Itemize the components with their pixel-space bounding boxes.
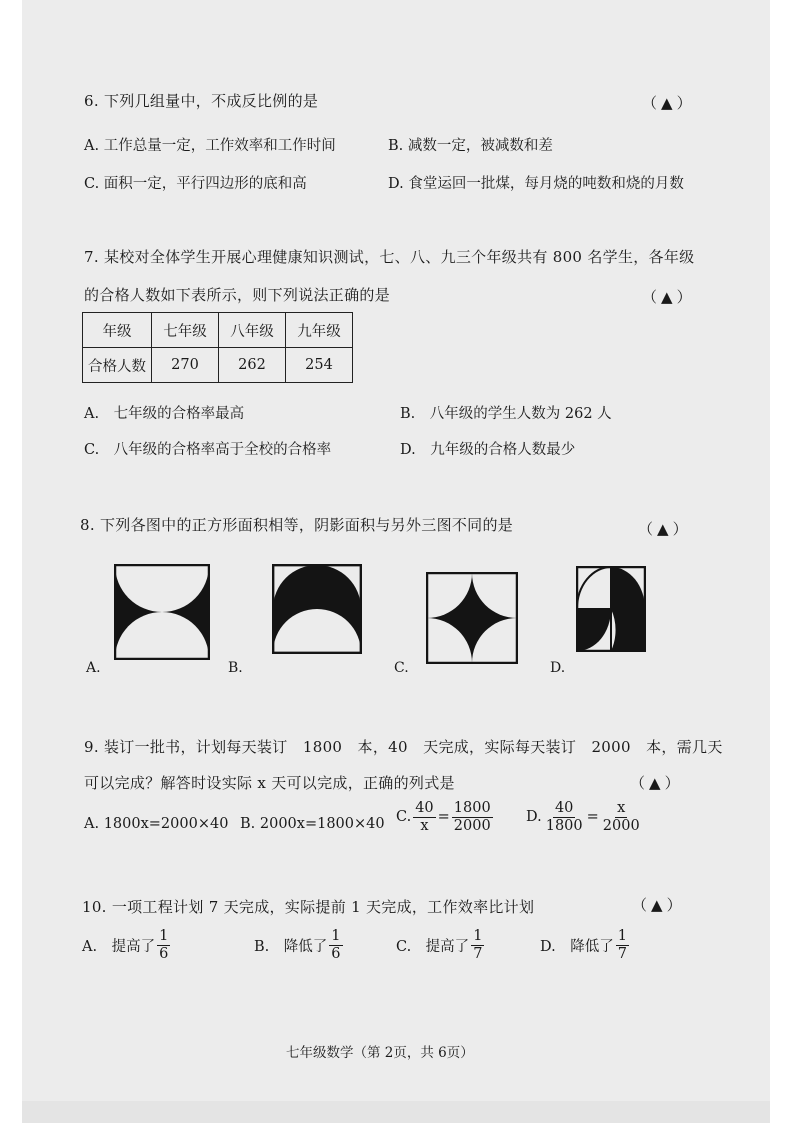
q7-option-d: D. 九年级的合格人数最少 <box>400 442 576 458</box>
table-cell: 270 <box>152 348 219 383</box>
q8-stem: 8. 下列各图中的正方形面积相等，阴影面积与另外三图不同的是 <box>80 516 514 534</box>
q6-option-a: A. 工作总量一定，工作效率和工作时间 <box>84 138 336 154</box>
fraction: $\frac{1800}{2000}$ <box>453 800 491 834</box>
q8-figure-c <box>426 572 518 664</box>
q10-option-b: B. 降低了 $\frac{1}{6}$ <box>254 928 341 962</box>
q9-option-d: D. $\frac{40}{1800}$ = $\frac{x}{2000}$ <box>526 800 640 834</box>
table-row-label: 合格人数 <box>83 348 152 383</box>
q7-option-a: A. 七年级的合格率最高 <box>84 406 245 422</box>
q10-answer-slot: （ ▲ ） <box>632 896 682 914</box>
page-footer: 七年级数学（第 2页，共 6页） <box>286 1045 474 1061</box>
figure-shaded-region <box>611 609 645 651</box>
answer-triangle-icon: ▲ <box>661 94 673 112</box>
table-header-cell: 九年级 <box>286 313 353 348</box>
q7-score-table <box>82 312 353 383</box>
fraction: $\frac{1}{6}$ <box>159 928 169 962</box>
q9-option-c: C. $\frac{40}{x}$ = $\frac{1800}{2000}$ <box>396 800 491 834</box>
q8-figure-b <box>272 564 362 654</box>
q8-label-a: A. <box>86 660 101 676</box>
fraction: $\frac{x}{2000}$ <box>602 800 640 834</box>
answer-triangle-icon: ▲ <box>651 896 663 914</box>
q6-option-d: D. 食堂运回一批煤，每月烧的吨数和烧的月数 <box>388 176 684 192</box>
q8-answer-slot: （ ▲ ） <box>638 520 688 538</box>
q10-option-a: A. 提高了 $\frac{1}{6}$ <box>82 928 169 962</box>
answer-triangle-icon: ▲ <box>657 520 669 538</box>
q8-label-d: D. <box>550 660 566 676</box>
table-header-cell: 七年级 <box>152 313 219 348</box>
q8-label-c: C. <box>394 660 409 676</box>
answer-triangle-icon: ▲ <box>649 774 661 792</box>
fraction: $\frac{1}{6}$ <box>331 928 341 962</box>
table-row <box>83 348 353 383</box>
fraction: $\frac{40}{x}$ <box>415 800 434 834</box>
q8-figure-a <box>114 564 210 660</box>
q7-stem-line1: 7. 某校对全体学生开展心理健康知识测试，七、八、九三个年级共有 800 名学生，各年级 <box>84 248 695 266</box>
q10-option-c: C. 提高了 $\frac{1}{7}$ <box>396 928 483 962</box>
q7-option-b: B. 八年级的学生人数为 262 人 <box>400 406 612 422</box>
q10-option-d: D. 降低了 $\frac{1}{7}$ <box>540 928 627 962</box>
table-cell: 262 <box>219 348 286 383</box>
q6-answer-slot: （ ▲ ） <box>642 94 692 112</box>
q9-answer-slot: （ ▲ ） <box>630 774 680 792</box>
table-cell: 254 <box>286 348 353 383</box>
q9-stem-line2: 可以完成？解答时设实际 x 天可以完成，正确的列式是 <box>84 774 455 792</box>
fraction: $\frac{1}{7}$ <box>473 928 483 962</box>
q6-stem: 6. 下列几组量中，不成反比例的是 <box>84 92 319 110</box>
q6-option-b: B. 减数一定，被减数和差 <box>388 138 553 154</box>
q9-option-a: A. 1800x=2000×40 <box>84 816 229 832</box>
table-header-cell: 年级 <box>83 313 152 348</box>
table-row <box>83 313 353 348</box>
q8-figure-d <box>576 566 646 652</box>
q10-stem: 10. 一项工程计划 7 天完成，实际提前 1 天完成，工作效率比计划 <box>82 898 535 916</box>
q6-option-c: C. 面积一定，平行四边形的底和高 <box>84 176 307 192</box>
answer-triangle-icon: ▲ <box>661 288 673 306</box>
q7-answer-slot: （ ▲ ） <box>642 288 692 306</box>
q7-stem-line2: 的合格人数如下表所示，则下列说法正确的是 <box>84 286 391 304</box>
q9-stem-line1: 9. 装订一批书，计划每天装订 1800 本，40 天完成，实际每天装订 2000 本，需几天 <box>84 738 723 756</box>
q9-option-b: B. 2000x=1800×40 <box>240 816 385 832</box>
table-header-cell: 八年级 <box>219 313 286 348</box>
fraction: $\frac{40}{1800}$ <box>545 800 583 834</box>
q7-option-c: C. 八年级的合格率高于全校的合格率 <box>84 442 332 458</box>
fraction: $\frac{1}{7}$ <box>617 928 627 962</box>
q8-label-b: B. <box>228 660 243 676</box>
